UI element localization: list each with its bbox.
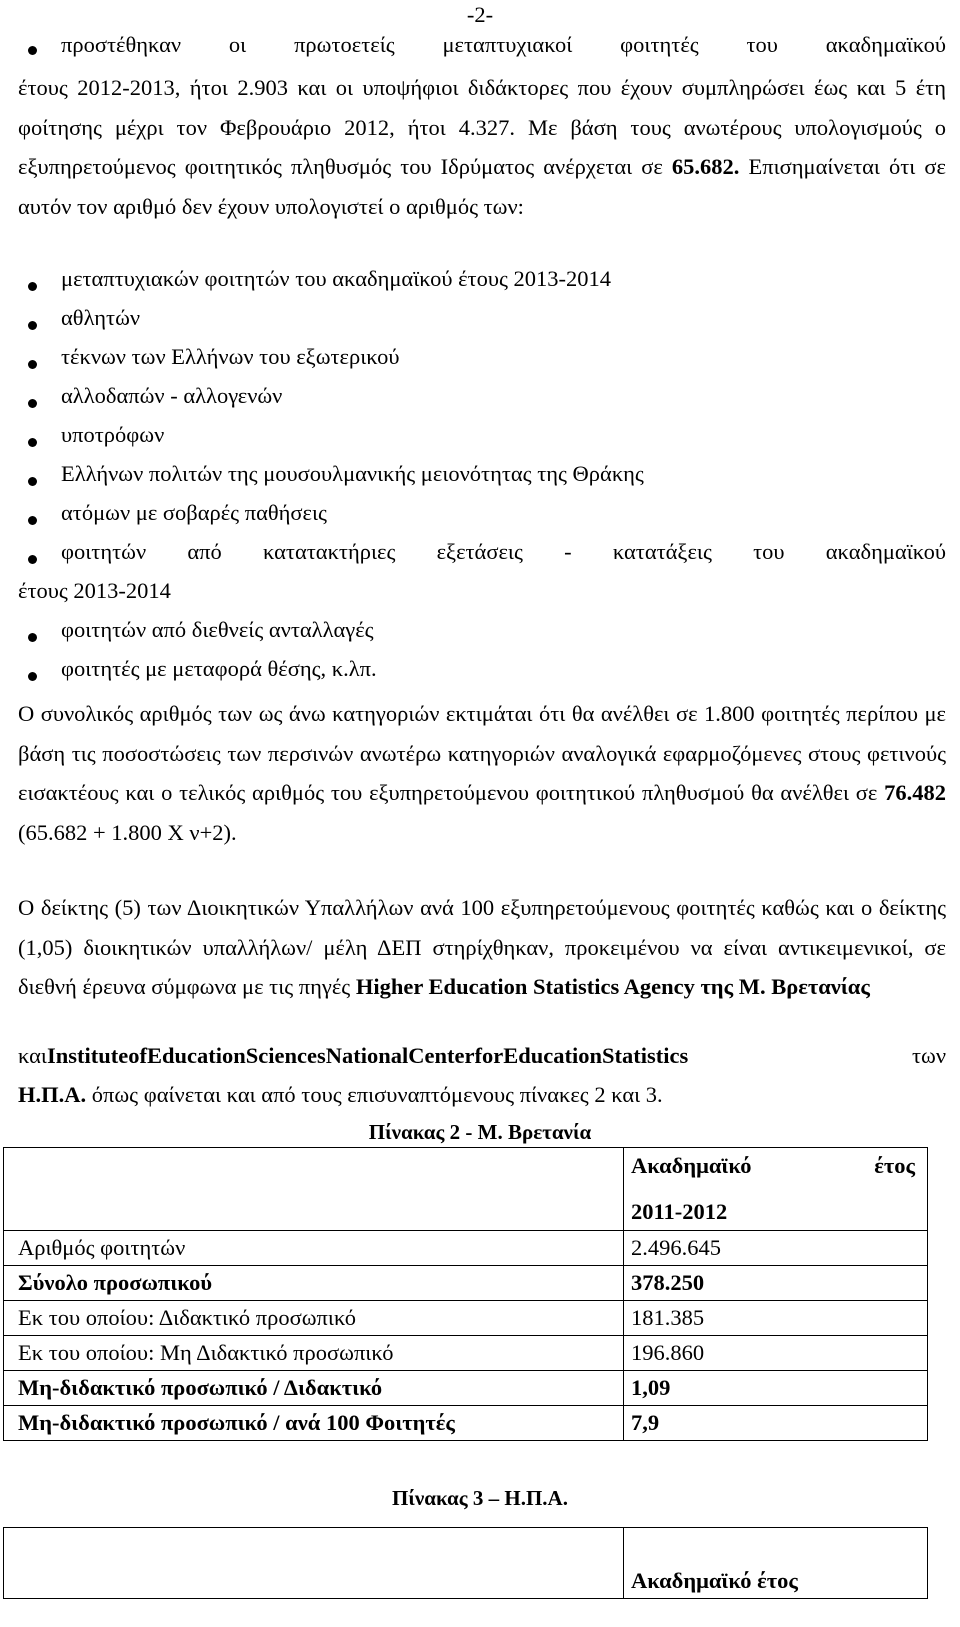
index-source-spread [18, 1043, 946, 1069]
table-row [4, 1231, 928, 1266]
table-row [4, 1406, 928, 1441]
category-item: μεταπτυχιακών φοιτητών του ακαδημαϊκού έτους 2013-2014 [61, 266, 612, 291]
table2-row-value: 196.860 [624, 1336, 928, 1371]
index-final-line [18, 1082, 663, 1108]
table2-row-label: Μη-διδακτικό προσωπικό / ανά 100 Φοιτητές [4, 1406, 624, 1441]
bullet-icon [28, 516, 37, 525]
index-text-end: όπως φαίνεται και από τους επισυναπτόμενους πίνακες 2 και 3. [86, 1082, 663, 1107]
table2-header-word-2: έτος [874, 1153, 915, 1178]
index-paragraph [18, 888, 946, 1007]
table2-header-row [4, 1148, 928, 1231]
category-item: ατόμων με σοβαρές παθήσεις [61, 500, 327, 525]
bullet-icon [28, 282, 37, 291]
index-source-us-wrap [18, 1043, 688, 1069]
category-item: υποτρόφων [61, 422, 165, 447]
index-of: των [911, 1043, 946, 1068]
category-item-text: φοιτητών από κατατακτήριες εξετάσεις - κατατάξεις του ακαδημαϊκού [61, 539, 946, 564]
table-row [4, 1336, 928, 1371]
index-country: Η.Π.Α. [18, 1082, 87, 1107]
bullet-icon [28, 555, 37, 564]
index-source-us: InstituteofEducationSciencesNationalCenterforEducationStatistics [46, 1043, 689, 1068]
index-source-line [18, 1043, 946, 1069]
bullet-icon [28, 321, 37, 330]
category-item: αλλοδαπών - αλλογενών [61, 383, 283, 408]
category-item [61, 539, 946, 565]
intro-text-end: Επισημαίνεται ότι σε αυτόν τον αριθμό δεν έχουν υπολογιστεί ο αριθμός των: [18, 154, 946, 219]
table2-row-label: Σύνολο προσωπικού [4, 1266, 624, 1301]
table2-row-value: 181.385 [624, 1301, 928, 1336]
category-item: φοιτητές με μεταφορά θέσης, κ.λπ. [61, 656, 377, 681]
table-row [4, 1266, 928, 1301]
table2 [3, 1147, 928, 1441]
bullet-icon [28, 399, 37, 408]
bullet-icon [28, 438, 37, 447]
table2-row-label: Μη-διδακτικό προσωπικό / Διδακτικό [4, 1371, 624, 1406]
table-row [4, 1371, 928, 1406]
bullet-icon [28, 46, 37, 55]
estimate-text: Ο συνολικός αριθμός των ως άνω κατηγοριών εκτιμάται ότι θα ανέλθει σε 1.800 φοιτητές περίπου με βάση τις ποσοστώσεις των περσινών ανωτέρω κατηγοριών αναλογικά εφαρμοζόμενες στους φετινούς εισακτέους και ο τελικός αριθμός του εξυπηρετούμενου φοιτητικού πληθυσμού θα ανέλθει σε [18, 701, 946, 805]
bullet-icon [28, 360, 37, 369]
bullet-icon [28, 477, 37, 486]
intro-bullet-content: προστέθηκαν οι πρωτοετείς μεταπτυχιακοί φοιτητές του ακαδημαϊκού [61, 32, 946, 57]
category-item: τέκνων των Ελλήνων του εξωτερικού [61, 344, 400, 369]
table3-caption: Πίνακας 3 – Η.Π.Α. [392, 1486, 568, 1510]
table3-header-empty [4, 1528, 624, 1599]
index-and: και [18, 1043, 47, 1068]
estimate-paragraph [18, 694, 946, 852]
intro-total: 65.682. [671, 154, 740, 179]
bullet-icon [28, 672, 37, 681]
table2-row-value: 7,9 [624, 1406, 928, 1441]
table-row [4, 1301, 928, 1336]
category-item-continuation: έτους 2013-2014 [18, 578, 171, 603]
table3-header-row [4, 1528, 928, 1599]
table2-row-value: 2.496.645 [624, 1231, 928, 1266]
estimate-formula: (65.682 + 1.800 Χ ν+2). [18, 819, 237, 845]
table2-row-label: Εκ του οποίου: Διδακτικό προσωπικό [4, 1301, 624, 1336]
index-text: Ο δείκτης (5) των Διοικητικών Υπαλλήλων ανά 100 εξυπηρετούμενους φοιτητές καθώς και ο δείκτης (1,05) διοικητικών υπαλλήλων/ μέλη ΔΕΠ στηρίχθηκαν, προκειμένου να είναι αντικειμενικοί, σε διεθνή έρευνα σύμφωνα με τις πηγές [18, 895, 946, 999]
category-item: Ελλήνων πολιτών της μουσουλμανικής μειονότητας της Θράκης [61, 461, 644, 486]
table2-header-year: 2011-2012 [631, 1199, 728, 1224]
table3-header-cell: Ακαδημαϊκό έτος [624, 1528, 928, 1599]
intro-paragraph [18, 68, 946, 226]
intro-text: έτους 2012-2013, ήτοι 2.903 και οι υποψήφιοι διδάκτορες που έχουν συμπληρώσει έως και 5 έτη φοίτησης μέχρι τον Φεβρουάριο 2012, ήτοι 4.327. Με βάση τους ανωτέρους υπολογισμούς ο εξυπηρετούμενος φοιτητικός πληθυσμός του Ιδρύματος ανέρχεται σε [18, 75, 946, 179]
estimate-total: 76.482 [884, 780, 946, 805]
intro-bullet-text [61, 32, 946, 58]
table2-row-value: 378.250 [624, 1266, 928, 1301]
intro-bullet-line [61, 32, 946, 58]
table2-row-value: 1,09 [624, 1371, 928, 1406]
category-item: φοιτητών από διεθνείς ανταλλαγές [61, 617, 374, 642]
index-source-uk: Higher Education Statistics Agency της Μ. Βρετανίας [355, 974, 870, 999]
table2-header-empty [4, 1148, 624, 1231]
table2-header-word-1: Ακαδημαϊκό [631, 1153, 752, 1178]
category-item: αθλητών [61, 305, 141, 330]
table3 [3, 1527, 928, 1599]
bullet-icon [28, 633, 37, 642]
table2-header-cell [624, 1148, 928, 1231]
table2-header-top [631, 1149, 927, 1183]
table2-row-label: Εκ του οποίου: Μη Διδακτικό προσωπικό [4, 1336, 624, 1371]
table2-row-label: Αριθμός φοιτητών [4, 1231, 624, 1266]
page-number: -2- [466, 2, 494, 27]
table2-caption: Πίνακας 2 - Μ. Βρετανία [368, 1120, 592, 1144]
